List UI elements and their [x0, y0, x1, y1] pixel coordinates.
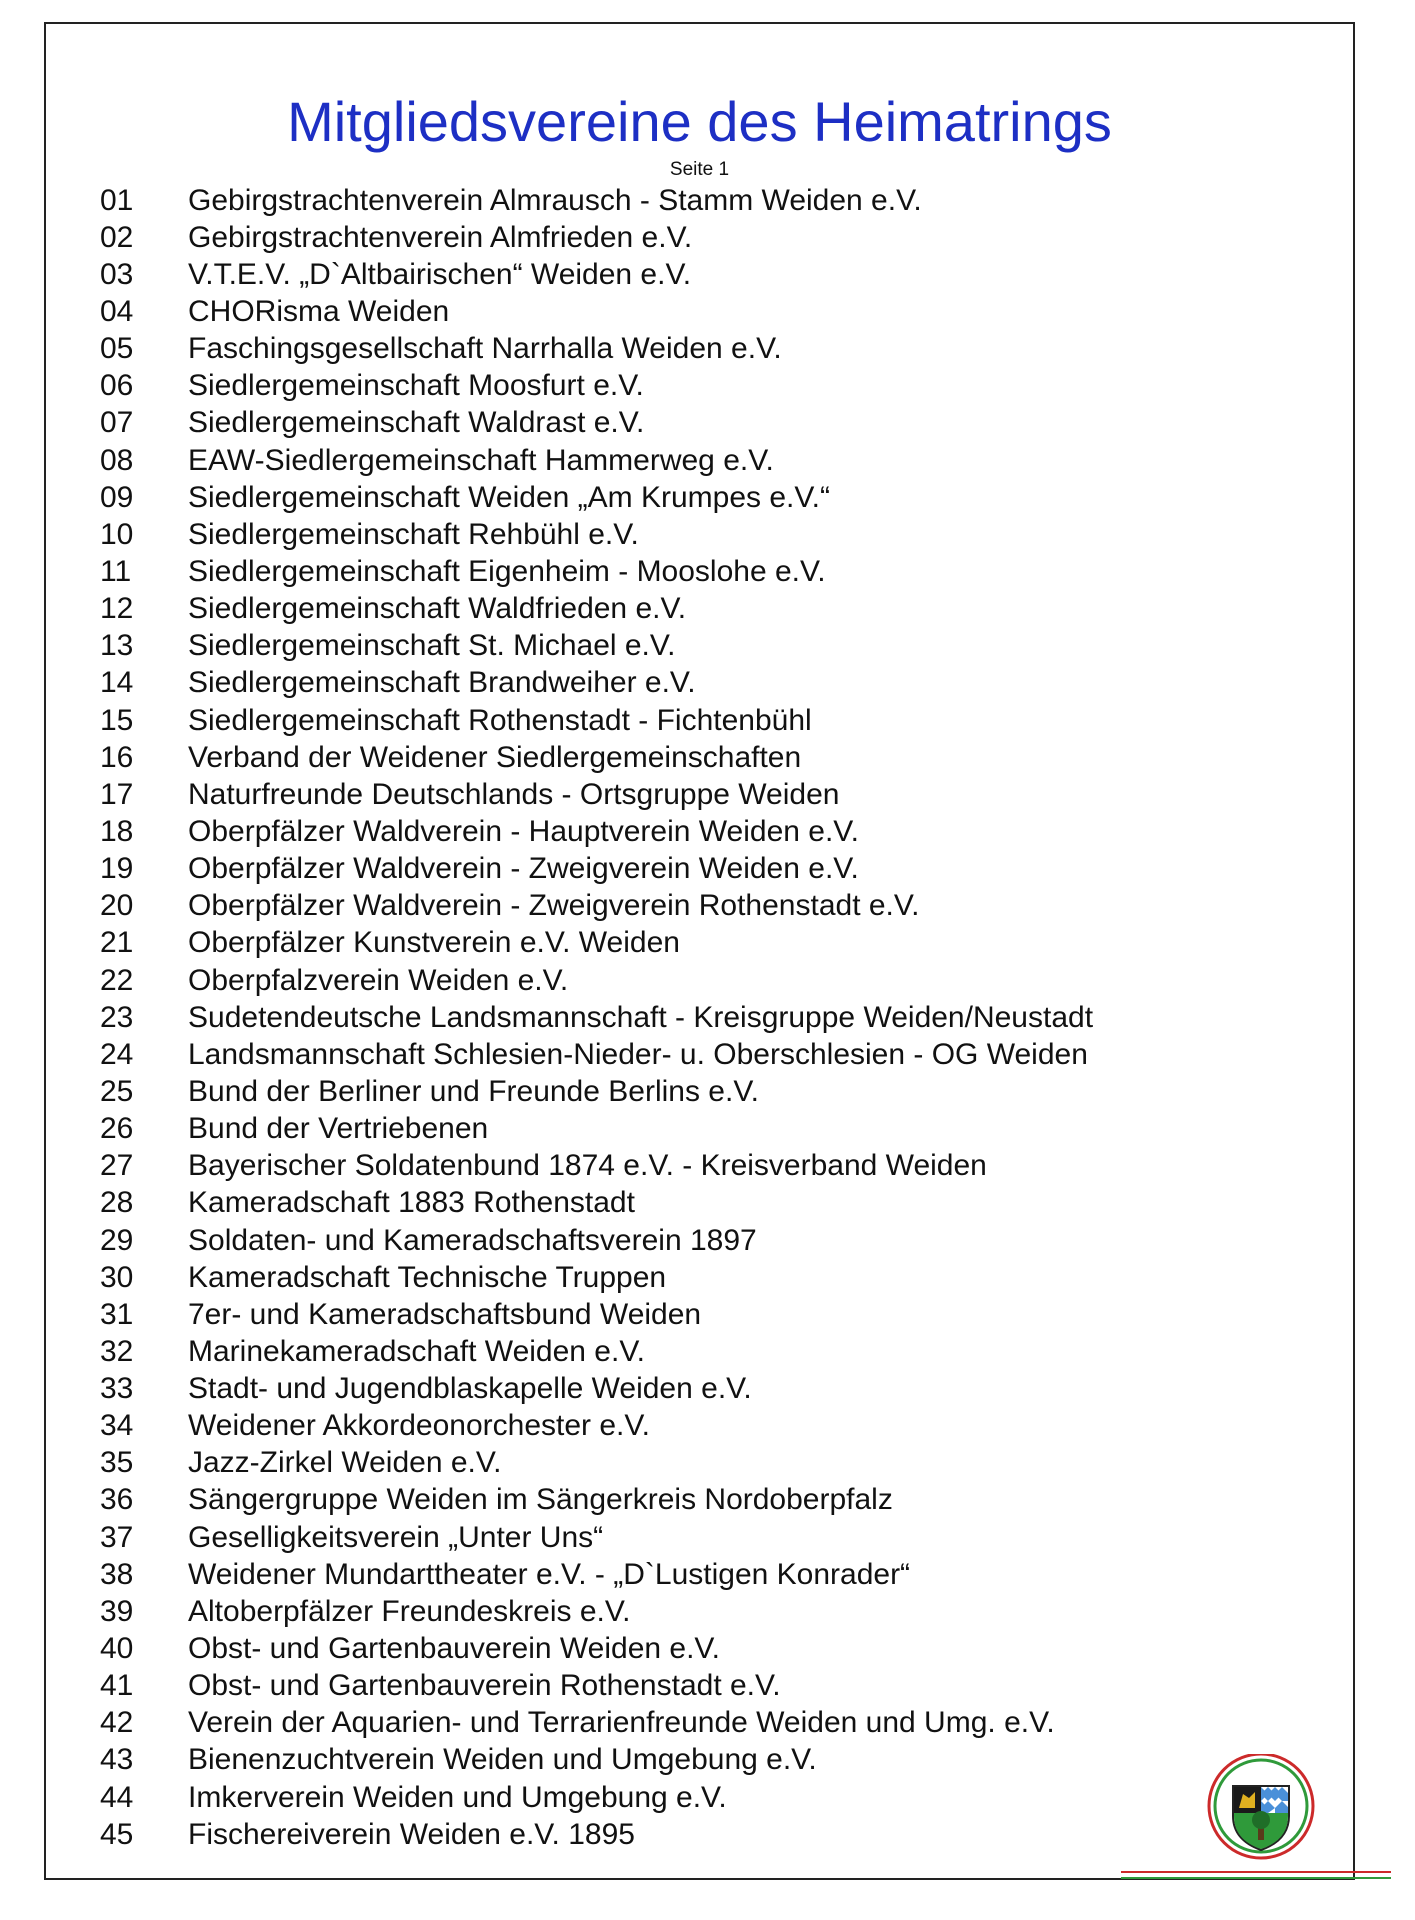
list-item — [100, 1371, 1093, 1408]
member-name: Soldaten- und Kameradschaftsverein 1897 — [188, 1223, 757, 1257]
member-number: 05 — [100, 332, 134, 366]
member-number: 37 — [100, 1520, 134, 1554]
list-item — [100, 479, 1093, 516]
member-number: 19 — [100, 852, 134, 886]
member-number: 36 — [100, 1483, 134, 1517]
member-name: Siedlergemeinschaft Weiden „Am Krumpes e.V.“ — [188, 480, 830, 514]
list-item — [100, 1073, 1093, 1110]
page-number: Seite 1 — [669, 159, 730, 180]
list-item — [100, 1296, 1093, 1333]
member-name: Siedlergemeinschaft Rothenstadt - Fichtenbühl — [188, 703, 812, 737]
list-item — [100, 665, 1093, 702]
list-item — [100, 776, 1093, 813]
member-number: 18 — [100, 814, 134, 848]
member-number: 34 — [100, 1409, 134, 1443]
list-item — [100, 999, 1093, 1036]
member-number: 20 — [100, 889, 134, 923]
member-number: 09 — [100, 480, 134, 514]
member-name: Siedlergemeinschaft Brandweiher e.V. — [188, 666, 696, 700]
list-item — [100, 442, 1093, 479]
list-item — [100, 628, 1093, 665]
list-item — [100, 1036, 1093, 1073]
member-name: Siedlergemeinschaft Moosfurt e.V. — [188, 369, 644, 403]
member-number: 35 — [100, 1446, 134, 1480]
member-number: 27 — [100, 1149, 134, 1183]
member-name: Oberpfälzer Waldverein - Zweigverein Weiden e.V. — [188, 852, 859, 886]
list-item — [100, 1556, 1093, 1593]
member-number: 29 — [100, 1223, 134, 1257]
list-item — [100, 925, 1093, 962]
list-item — [100, 813, 1093, 850]
member-name: Oberpfälzer Waldverein - Hauptverein Weiden e.V. — [188, 814, 859, 848]
list-item — [100, 1408, 1093, 1445]
list-item — [100, 1816, 1093, 1853]
member-number: 13 — [100, 629, 134, 663]
member-name: Naturfreunde Deutschlands - Ortsgruppe Weiden — [188, 777, 840, 811]
member-number: 07 — [100, 406, 134, 440]
list-item — [100, 1630, 1093, 1667]
member-number: 22 — [100, 963, 134, 997]
member-name: Oberpfälzer Kunstverein e.V. Weiden — [188, 926, 680, 960]
member-number: 23 — [100, 1000, 134, 1034]
list-item — [100, 1259, 1093, 1296]
member-number: 17 — [100, 777, 134, 811]
member-name: Imkerverein Weiden und Umgebung e.V. — [188, 1780, 727, 1814]
member-name: Siedlergemeinschaft Waldfrieden e.V. — [188, 592, 687, 626]
member-number: 10 — [100, 517, 134, 551]
member-number: 43 — [100, 1743, 134, 1777]
member-name: Kameradschaft 1883 Rothenstadt — [188, 1186, 635, 1220]
member-number: 26 — [100, 1112, 134, 1146]
member-name: Gebirgstrachtenverein Almfrieden e.V. — [188, 220, 693, 254]
list-item — [100, 702, 1093, 739]
member-name: Bienenzuchtverein Weiden und Umgebung e.V. — [188, 1743, 817, 1777]
member-name: Fischereiverein Weiden e.V. 1895 — [188, 1817, 635, 1851]
list-item — [100, 1593, 1093, 1630]
list-item — [100, 553, 1093, 590]
list-item — [100, 405, 1093, 442]
member-name: Siedlergemeinschaft Rehbühl e.V. — [188, 517, 639, 551]
list-item — [100, 1519, 1093, 1556]
list-item — [100, 219, 1093, 256]
member-list — [100, 182, 1093, 1853]
member-name: Gebirgstrachtenverein Almrausch - Stamm Weiden e.V. — [188, 183, 922, 217]
list-item — [100, 331, 1093, 368]
list-item — [100, 1333, 1093, 1370]
member-name: Siedlergemeinschaft Waldrast e.V. — [188, 406, 645, 440]
member-number: 24 — [100, 1037, 134, 1071]
member-number: 12 — [100, 592, 134, 626]
list-item — [100, 182, 1093, 219]
list-item — [100, 516, 1093, 553]
list-item — [100, 1445, 1093, 1482]
member-number: 14 — [100, 666, 134, 700]
list-item — [100, 1222, 1093, 1259]
member-number: 08 — [100, 443, 134, 477]
member-name: Landsmannschaft Schlesien-Nieder- u. Oberschlesien - OG Weiden — [188, 1037, 1088, 1071]
member-number: 32 — [100, 1334, 134, 1368]
list-item — [100, 1148, 1093, 1185]
member-name: EAW-Siedlergemeinschaft Hammerweg e.V. — [188, 443, 774, 477]
member-name: Bund der Berliner und Freunde Berlins e.V. — [188, 1074, 759, 1108]
member-number: 04 — [100, 294, 134, 328]
member-name: Verein der Aquarien- und Terrarienfreunde Weiden und Umg. e.V. — [188, 1706, 1055, 1740]
member-number: 30 — [100, 1260, 134, 1294]
member-number: 31 — [100, 1297, 134, 1331]
member-number: 40 — [100, 1632, 134, 1666]
member-number: 42 — [100, 1706, 134, 1740]
member-name: Bund der Vertriebenen — [188, 1112, 489, 1146]
member-name: Verband der Weidener Siedlergemeinschaften — [188, 740, 802, 774]
member-name: Weidener Akkordeonorchester e.V. — [188, 1409, 650, 1443]
member-number: 44 — [100, 1780, 134, 1814]
member-name: V.T.E.V. „D`Altbairischen“ Weiden e.V. — [188, 257, 692, 291]
member-number: 02 — [100, 220, 134, 254]
list-item — [100, 1185, 1093, 1222]
member-number: 15 — [100, 703, 134, 737]
member-number: 01 — [100, 183, 134, 217]
member-name: Stadt- und Jugendblaskapelle Weiden e.V. — [188, 1372, 752, 1406]
list-item — [100, 368, 1093, 405]
list-item — [100, 1742, 1093, 1779]
member-name: Sudetendeutsche Landsmannschaft - Kreisgruppe Weiden/Neustadt — [188, 1000, 1094, 1034]
member-number: 41 — [100, 1669, 134, 1703]
list-item — [100, 1111, 1093, 1148]
list-item — [100, 1668, 1093, 1705]
member-name: Siedlergemeinschaft Eigenheim - Mooslohe e.V. — [188, 554, 826, 588]
member-name: Weidener Mundarttheater e.V. - „D`Lustigen Konrader“ — [188, 1557, 911, 1591]
member-number: 16 — [100, 740, 134, 774]
member-number: 11 — [100, 554, 132, 588]
member-number: 21 — [100, 926, 134, 960]
list-item — [100, 1482, 1093, 1519]
member-name: Kameradschaft Technische Truppen — [188, 1260, 667, 1294]
member-name: Obst- und Gartenbauverein Weiden e.V. — [188, 1632, 721, 1666]
list-item — [100, 888, 1093, 925]
member-number: 38 — [100, 1557, 134, 1591]
list-item — [100, 739, 1093, 776]
page-frame — [44, 22, 1355, 1880]
member-name: Bayerischer Soldatenbund 1874 e.V. - Kreisverband Weiden — [188, 1149, 987, 1183]
member-name: Altoberpfälzer Freundeskreis e.V. — [188, 1594, 631, 1628]
member-name: Oberpfalzverein Weiden e.V. — [188, 963, 569, 997]
member-number: 28 — [100, 1186, 134, 1220]
list-item — [100, 293, 1093, 330]
member-number: 25 — [100, 1074, 134, 1108]
member-name: Jazz-Zirkel Weiden e.V. — [188, 1446, 502, 1480]
list-item — [100, 591, 1093, 628]
member-name: Oberpfälzer Waldverein - Zweigverein Rothenstadt e.V. — [188, 889, 920, 923]
weiden-coat-of-arms-icon — [1121, 1754, 1391, 1884]
member-number: 06 — [100, 369, 134, 403]
list-item — [100, 962, 1093, 999]
member-name: 7er- und Kameradschaftsbund Weiden — [188, 1297, 702, 1331]
list-item — [100, 256, 1093, 293]
member-number: 45 — [100, 1817, 134, 1851]
member-name: CHORisma Weiden — [188, 294, 450, 328]
member-name: Siedlergemeinschaft St. Michael e.V. — [188, 629, 676, 663]
member-name: Marinekameradschaft Weiden e.V. — [188, 1334, 645, 1368]
list-item — [100, 1779, 1093, 1816]
page-title: Mitgliedsvereine des Heimatrings — [287, 90, 1112, 153]
member-name: Geselligkeitsverein „Unter Uns“ — [188, 1520, 604, 1554]
member-number: 03 — [100, 257, 134, 291]
member-name: Faschingsgesellschaft Narrhalla Weiden e.V. — [188, 332, 782, 366]
member-name: Obst- und Gartenbauverein Rothenstadt e.V. — [188, 1669, 781, 1703]
member-name: Sängergruppe Weiden im Sängerkreis Nordoberpfalz — [188, 1483, 893, 1517]
list-item — [100, 851, 1093, 888]
member-number: 39 — [100, 1594, 134, 1628]
list-item — [100, 1705, 1093, 1742]
member-number: 33 — [100, 1372, 134, 1406]
